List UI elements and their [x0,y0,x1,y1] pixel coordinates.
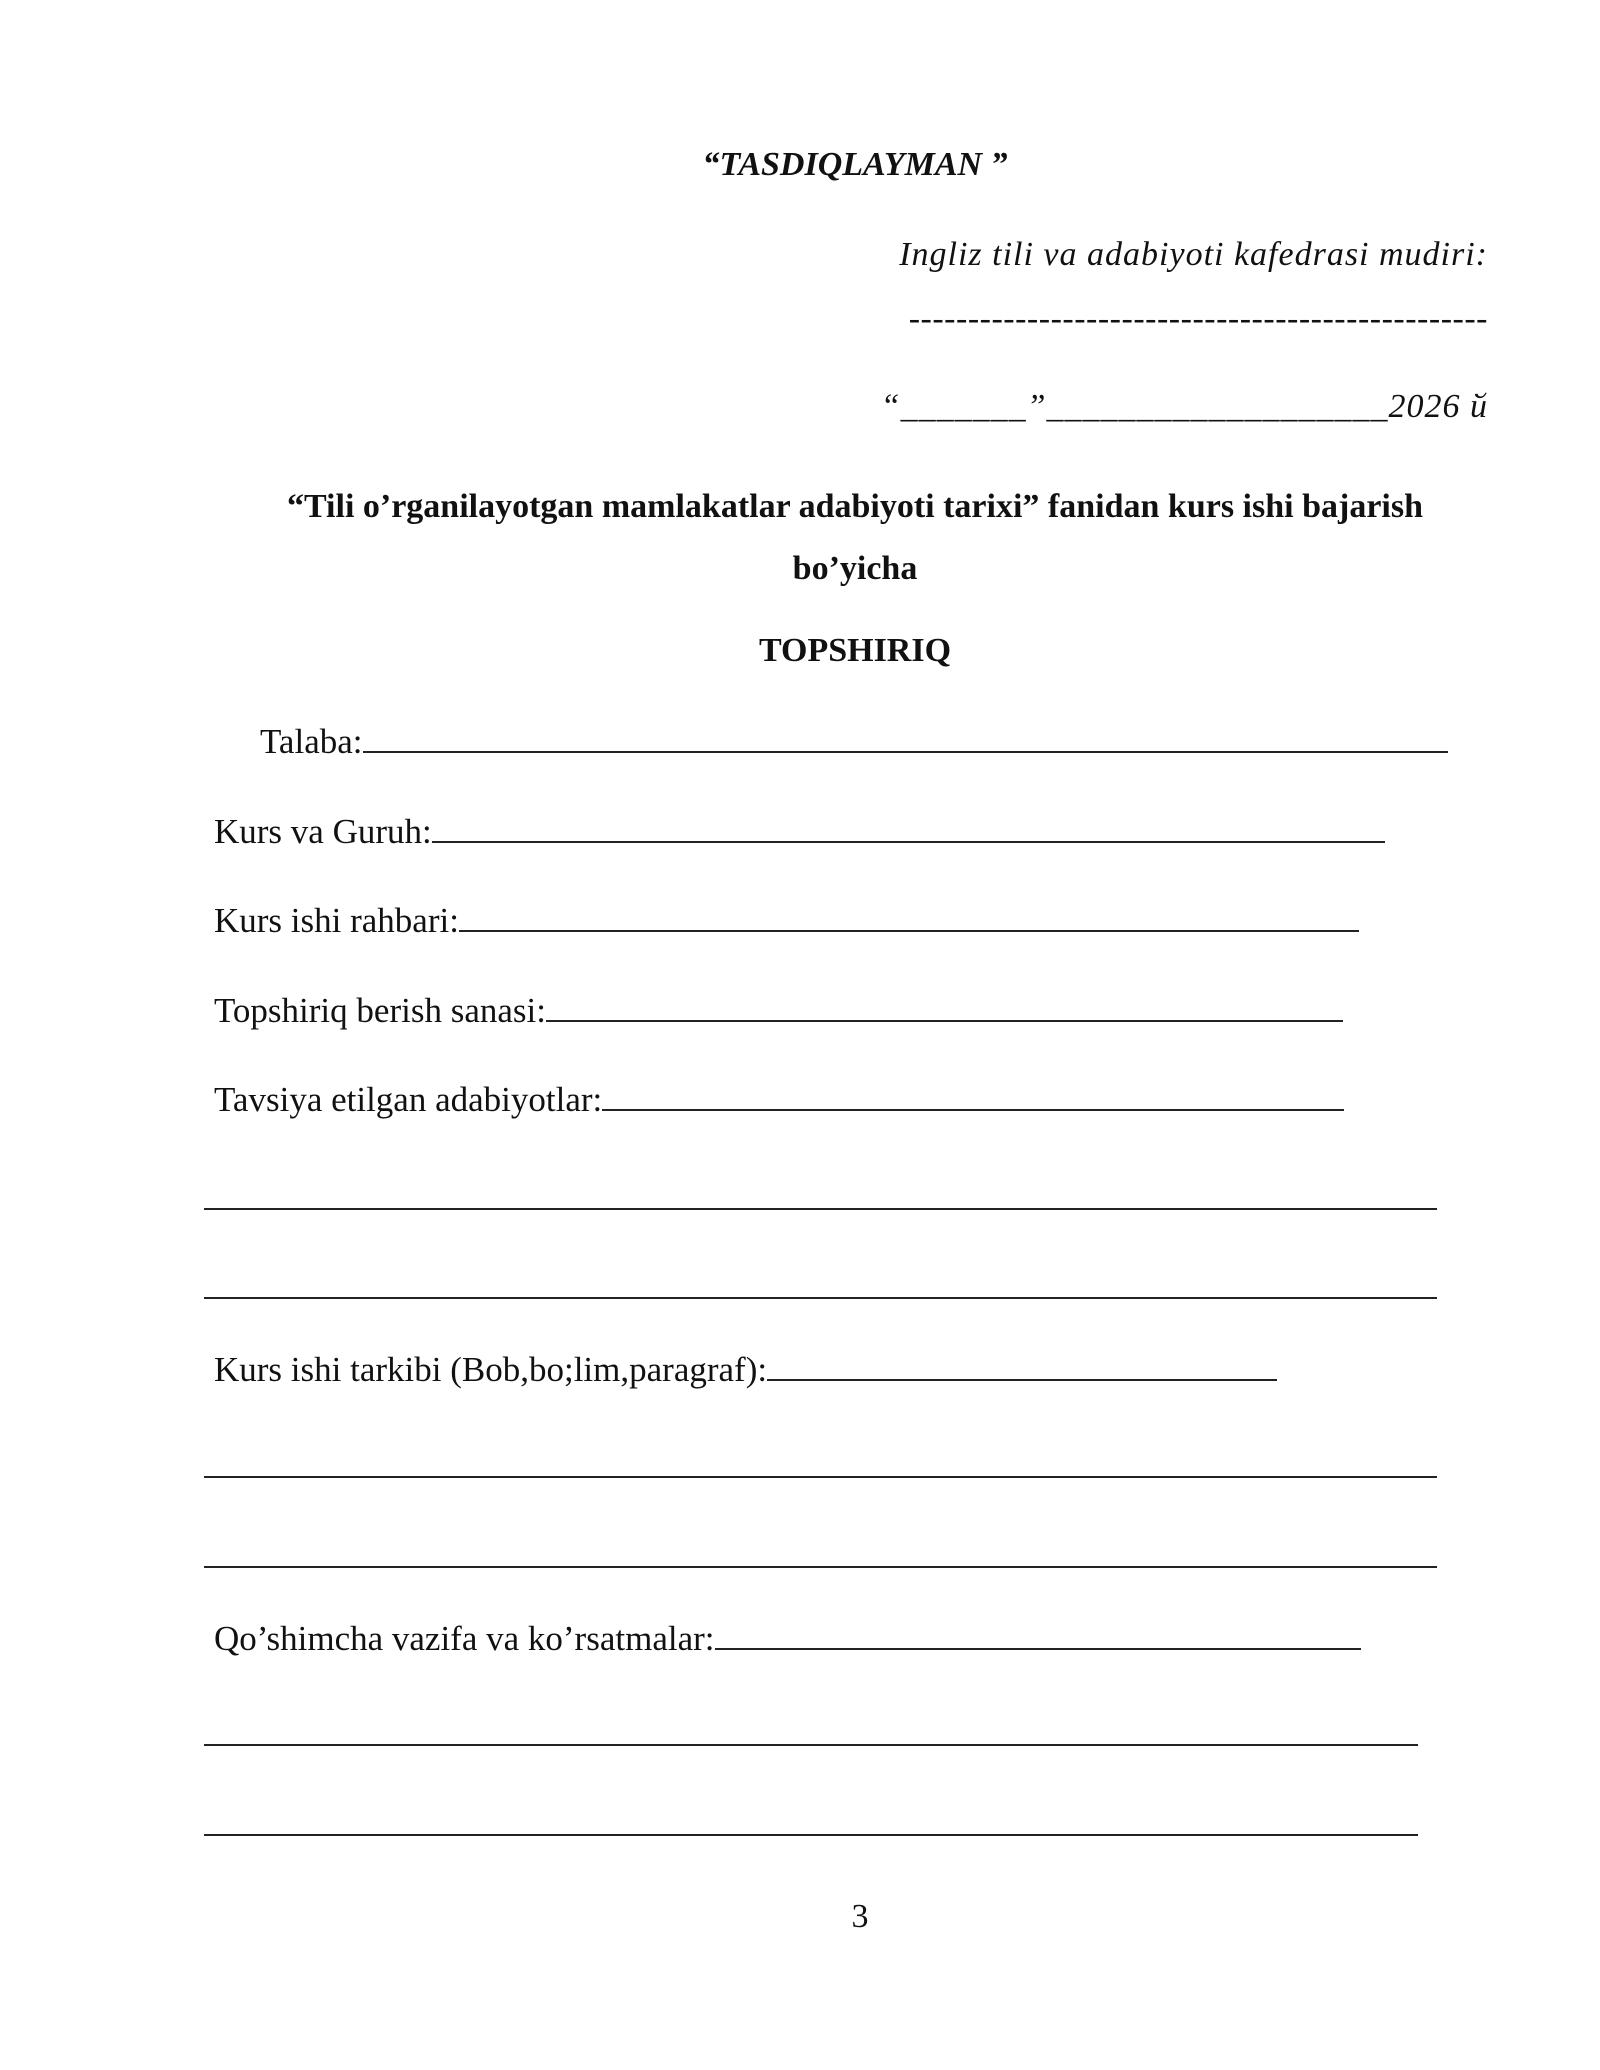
literature-blank-line-1[interactable] [204,1208,1437,1210]
course-group-label: Kurs va Guruh: [214,812,432,851]
structure-label: Kurs ishi tarkibi (Bob,bo;lim,paragraf): [214,1350,768,1389]
recommended-literature-blank[interactable] [602,1109,1344,1111]
task-title: TOPSHIRIQ [758,632,952,669]
student-blank[interactable] [363,751,1448,753]
student-field [260,722,1448,762]
issue-date-blank[interactable] [546,1020,1343,1022]
issue-date-field [214,991,1343,1031]
additional-blank-line-1[interactable] [204,1744,1418,1746]
page-number: 3 [851,1898,869,1935]
supervisor-blank[interactable] [459,930,1359,932]
approval-date-line: “_______”___________________2026 й [880,388,1488,425]
supervisor-label: Kurs ishi rahbari: [214,901,459,940]
recommended-literature-field [214,1080,1344,1120]
course-group-blank[interactable] [432,841,1385,843]
additional-tasks-field [214,1619,1361,1659]
structure-blank-line-2[interactable] [204,1566,1437,1568]
department-head-role: Ingliz tili va adabiyoti kafedrasi mudiri: [899,236,1488,273]
course-group-field [214,812,1385,852]
additional-tasks-blank[interactable] [715,1648,1361,1650]
literature-blank-line-2[interactable] [204,1297,1437,1299]
student-label: Talaba: [260,722,363,761]
recommended-literature-label: Tavsiya etilgan adabiyotlar: [214,1080,603,1119]
structure-blank-line-1[interactable] [204,1476,1437,1478]
supervisor-field [214,901,1359,941]
additional-blank-line-2[interactable] [204,1834,1418,1836]
approval-title: “TASDIQLAYMAN ” [702,146,1008,183]
issue-date-label: Topshiriq berish sanasi: [214,991,546,1030]
course-title: “Tili o’rganilayotgan mamlakatlar adabiyoti tarixi” fanidan kurs ishi bajarish bo’yicha [286,488,1423,587]
additional-tasks-label: Qo’shimcha vazifa va ko’rsatmalar: [214,1619,715,1658]
structure-blank[interactable] [767,1379,1277,1381]
signature-line: ------------------------------------------------- [908,300,1488,337]
structure-field [214,1350,1277,1390]
